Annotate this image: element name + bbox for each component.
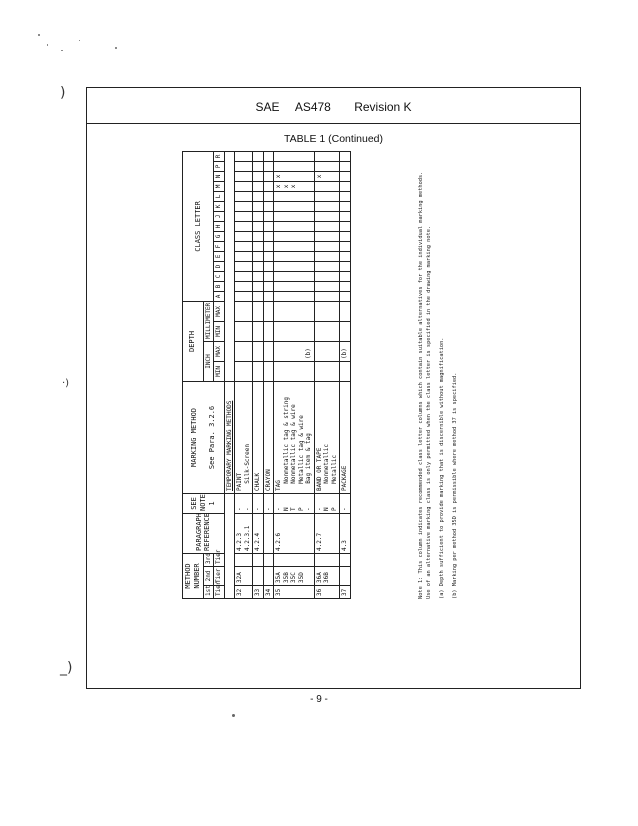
class-mark-cell [235, 161, 253, 171]
class-mark-cell [235, 271, 253, 281]
class-mark-cell [314, 251, 340, 261]
header-tier: Tier [214, 586, 225, 599]
class-mark-cell [340, 271, 351, 281]
class-mark-cell [274, 261, 315, 271]
class-mark-cell [314, 181, 340, 191]
class-mark-cell [253, 201, 264, 211]
depth-mm-min [314, 321, 340, 341]
class-mark-cell [274, 251, 315, 261]
class-letter: A [214, 291, 225, 301]
note-b: (b) Marking per method 35D is permissible where method 37 is specified. [451, 372, 458, 599]
class-mark-cell [314, 211, 340, 221]
header-1st: 1st [203, 586, 214, 599]
table-row [274, 151, 315, 598]
method-first-tier: 36 [314, 586, 340, 599]
table-row [263, 151, 274, 598]
class-mark-cell [340, 171, 351, 181]
class-mark-cell [235, 251, 253, 261]
rotated-table-container [182, 151, 409, 599]
method-second-tier [340, 567, 351, 586]
method-third-tier [253, 553, 264, 566]
class-mark-cell [274, 201, 315, 211]
see-note-number: 1 [207, 501, 216, 506]
class-mark-cell [253, 151, 264, 161]
class-letter: K [214, 201, 225, 211]
see-note-label: SEE NOTE [190, 494, 207, 511]
scan-speck [115, 47, 117, 49]
class-mark-cell: x [314, 171, 340, 181]
class-mark-cell [235, 171, 253, 181]
punch-hole-mark: _) [60, 660, 73, 676]
class-mark-cell [263, 211, 274, 221]
class-mark-cell [253, 161, 264, 171]
class-mark-cell [235, 291, 253, 301]
class-mark-cell [235, 231, 253, 241]
class-mark-cell [314, 191, 340, 201]
depth-inch-max [253, 341, 264, 361]
header-class-letter: CLASS LETTER [183, 151, 214, 301]
header-revision: Revision K [354, 100, 412, 114]
class-mark-cell [235, 191, 253, 201]
depth-inch-min [340, 361, 351, 381]
paragraph-reference: 4.2.6 [274, 513, 315, 553]
section-spacer [224, 151, 235, 381]
depth-inch-max [314, 341, 340, 361]
class-mark-cell [274, 211, 315, 221]
table-body [235, 151, 351, 598]
class-mark-cell [340, 241, 351, 251]
class-mark-cell [235, 261, 253, 271]
class-mark-cell [235, 221, 253, 231]
scan-speck [232, 714, 235, 717]
class-letter: G [214, 231, 225, 241]
class-mark-cell [253, 231, 264, 241]
class-mark-cell [235, 201, 253, 211]
header-paragraph-reference: PARAGRAPH REFERENCE [183, 513, 225, 553]
scan-speck [38, 34, 40, 36]
marking-method: TAG Nonmetallic tag & string Nonmetallic tag & wire Metallic tag & wire Bag item & tag [274, 381, 315, 493]
class-mark-cell [235, 281, 253, 291]
class-mark-cell [253, 221, 264, 231]
class-mark-cell [274, 161, 315, 171]
class-mark-cell [263, 251, 274, 261]
class-mark-cell [314, 261, 340, 271]
class-mark-cell [314, 201, 340, 211]
depth-inch-max [263, 341, 274, 361]
depth-mm-max [263, 301, 274, 321]
scan-speck [79, 40, 80, 41]
class-mark-cell [340, 191, 351, 201]
class-mark-cell [263, 291, 274, 301]
marking-method-label: MARKING METHOD [190, 407, 199, 467]
class-mark-cell [274, 241, 315, 251]
note-1: Note 1: This column indicates recommended class letter columns which contain suitable alternatives for the individual marking methods. Use of an alternative marking class is only permitted when the class letter is specified in the drawing marking note. [418, 171, 432, 599]
class-mark-cell [340, 291, 351, 301]
header-org: SAE [255, 100, 280, 114]
class-mark-cell [314, 271, 340, 281]
class-mark-cell [340, 181, 351, 191]
class-mark-cell [263, 271, 274, 281]
header-millimeter: MILLIMETER [203, 301, 214, 341]
header-doc-number: AS478 [294, 100, 331, 114]
class-mark-cell [253, 291, 264, 301]
table-notes [418, 159, 478, 599]
paragraph-reference: 4.2.7 [314, 513, 340, 553]
depth-inch-min [263, 361, 274, 381]
class-letter: D [214, 261, 225, 271]
class-mark-cell [340, 221, 351, 231]
method-third-tier [263, 553, 274, 566]
class-mark-cell [253, 171, 264, 181]
see-note-value: - [263, 493, 274, 513]
class-mark-cell [274, 291, 315, 301]
method-third-tier [235, 553, 253, 566]
class-mark-cell [340, 231, 351, 241]
class-mark-cell [274, 271, 315, 281]
class-mark-cell [263, 191, 274, 201]
depth-inch-min [314, 361, 340, 381]
method-first-tier: 37 [340, 586, 351, 599]
table-row [235, 151, 253, 598]
depth-inch-max [235, 341, 253, 361]
class-mark-cell [253, 251, 264, 261]
class-mark-cell [340, 151, 351, 161]
class-mark-cell [314, 151, 340, 161]
table-row [253, 151, 264, 598]
class-letter: P [214, 161, 225, 171]
class-mark-cell [263, 241, 274, 251]
method-first-tier: 32 [235, 586, 253, 599]
header-divider [87, 123, 580, 124]
class-mark-cell [340, 211, 351, 221]
header-2nd: 2nd [203, 567, 214, 586]
class-mark-cell [314, 221, 340, 231]
header-mm-min: MIN [214, 321, 225, 341]
depth-inch-min [235, 361, 253, 381]
see-note-value: - [253, 493, 264, 513]
method-first-tier: 35 [274, 586, 315, 599]
method-second-tier: 36A 36B [314, 567, 340, 586]
class-mark-cell [274, 191, 315, 201]
class-mark-cell: x x x [274, 181, 315, 191]
class-mark-cell [314, 291, 340, 301]
class-mark-cell [235, 181, 253, 191]
depth-inch-max: (b) [274, 341, 315, 361]
class-mark-cell [340, 251, 351, 261]
see-note-value: - N P [314, 493, 340, 513]
class-mark-cell [235, 241, 253, 251]
class-mark-cell [340, 161, 351, 171]
see-note-value: - N T P - [274, 493, 315, 513]
class-mark-cell [263, 161, 274, 171]
class-letter: H [214, 221, 225, 231]
class-mark-cell [274, 281, 315, 291]
document-header [87, 100, 580, 114]
header-tier: Tier [214, 567, 225, 586]
paragraph-reference: 4.2.4 [253, 513, 264, 553]
class-letter: J [214, 211, 225, 221]
class-mark-cell: x [274, 171, 315, 181]
method-first-tier: 33 [253, 586, 264, 599]
class-mark-cell [340, 281, 351, 291]
class-letter: F [214, 241, 225, 251]
class-mark-cell [314, 161, 340, 171]
class-mark-cell [253, 271, 264, 281]
table-caption: TABLE 1 (Continued) [283, 133, 384, 145]
table-row [314, 151, 340, 598]
see-note-value: - [340, 493, 351, 513]
class-letter: M [214, 181, 225, 191]
class-mark-cell [314, 241, 340, 251]
class-letter: E [214, 251, 225, 261]
depth-mm-max [253, 301, 264, 321]
class-letter: C [214, 271, 225, 281]
class-mark-cell [253, 281, 264, 291]
punch-hole-mark: ) [60, 85, 66, 101]
method-third-tier [274, 553, 315, 566]
class-mark-cell [263, 231, 274, 241]
class-mark-cell [274, 221, 315, 231]
header-marking-method [183, 381, 225, 493]
depth-mm-min [274, 321, 315, 341]
paragraph-reference: 4.3 [340, 513, 351, 553]
header-depth: DEPTH [183, 301, 204, 381]
header-mm-max: MAX [214, 301, 225, 321]
header-3rd: 3rd [203, 553, 214, 566]
method-second-tier: 32A [235, 567, 253, 586]
depth-mm-min [263, 321, 274, 341]
class-mark-cell [263, 181, 274, 191]
punch-hole-mark: ·) [62, 378, 70, 389]
marking-method: PACKAGE [340, 381, 351, 493]
class-mark-cell [235, 151, 253, 161]
class-mark-cell [263, 281, 274, 291]
paragraph-reference: 4.2.3 4.2.3.1 [235, 513, 253, 553]
class-mark-cell [340, 261, 351, 271]
depth-mm-max [274, 301, 315, 321]
marking-methods-table [182, 151, 351, 599]
header-method-number: METHOD NUMBER [183, 553, 204, 598]
section-heading: TEMPORARY MARKING METHODS [224, 381, 235, 493]
scan-speck [47, 44, 48, 46]
class-mark-cell [253, 261, 264, 271]
marking-method: PAINT Silk-Screen [235, 381, 253, 493]
class-letter: L [214, 191, 225, 201]
class-mark-cell [263, 261, 274, 271]
header-inch-max: MAX [214, 341, 225, 361]
scan-speck [61, 50, 63, 51]
depth-inch-min [274, 361, 315, 381]
depth-inch-max: (b) [340, 341, 351, 361]
header-tier: Tier [214, 553, 225, 566]
class-mark-cell [263, 221, 274, 231]
class-mark-cell [274, 151, 315, 161]
depth-mm-min [253, 321, 264, 341]
method-first-tier: 34 [263, 586, 274, 599]
depth-mm-min [235, 321, 253, 341]
page-number: - 9 - [310, 694, 328, 705]
class-letter: B [214, 281, 225, 291]
class-mark-cell [263, 201, 274, 211]
marking-method: BAND OR TAPE Nonmetallic Metallic [314, 381, 340, 493]
class-mark-cell [253, 211, 264, 221]
depth-mm-min [340, 321, 351, 341]
method-third-tier [314, 553, 340, 566]
class-mark-cell [314, 281, 340, 291]
header-see-note [183, 493, 225, 513]
class-mark-cell [235, 211, 253, 221]
method-second-tier [263, 567, 274, 586]
marking-method: CHALK [253, 381, 264, 493]
class-mark-cell [263, 171, 274, 181]
depth-mm-max [314, 301, 340, 321]
class-mark-cell [274, 231, 315, 241]
marking-method: CRAYON [263, 381, 274, 493]
table-row [340, 151, 351, 598]
note-a: (a) Depth sufficient to provide marking that is discernible without magnification. [438, 337, 445, 599]
see-para-label: See Para. 3.2.6 [207, 405, 216, 470]
depth-mm-max [340, 301, 351, 321]
class-mark-cell [253, 181, 264, 191]
depth-mm-max [235, 301, 253, 321]
method-second-tier [253, 567, 264, 586]
class-mark-cell [340, 201, 351, 211]
header-inch-min: MIN [214, 361, 225, 381]
section-spacer [224, 493, 235, 598]
depth-inch-min [253, 361, 264, 381]
class-letter: R [214, 151, 225, 161]
class-mark-cell [253, 241, 264, 251]
class-letter: N [214, 171, 225, 181]
paragraph-reference [263, 513, 274, 553]
class-mark-cell [253, 191, 264, 201]
method-third-tier [340, 553, 351, 566]
class-mark-cell [314, 231, 340, 241]
header-inch: INCH [203, 341, 214, 381]
see-note-value: - - [235, 493, 253, 513]
method-second-tier: 35A 35B 35C 35D [274, 567, 315, 586]
class-mark-cell [263, 151, 274, 161]
